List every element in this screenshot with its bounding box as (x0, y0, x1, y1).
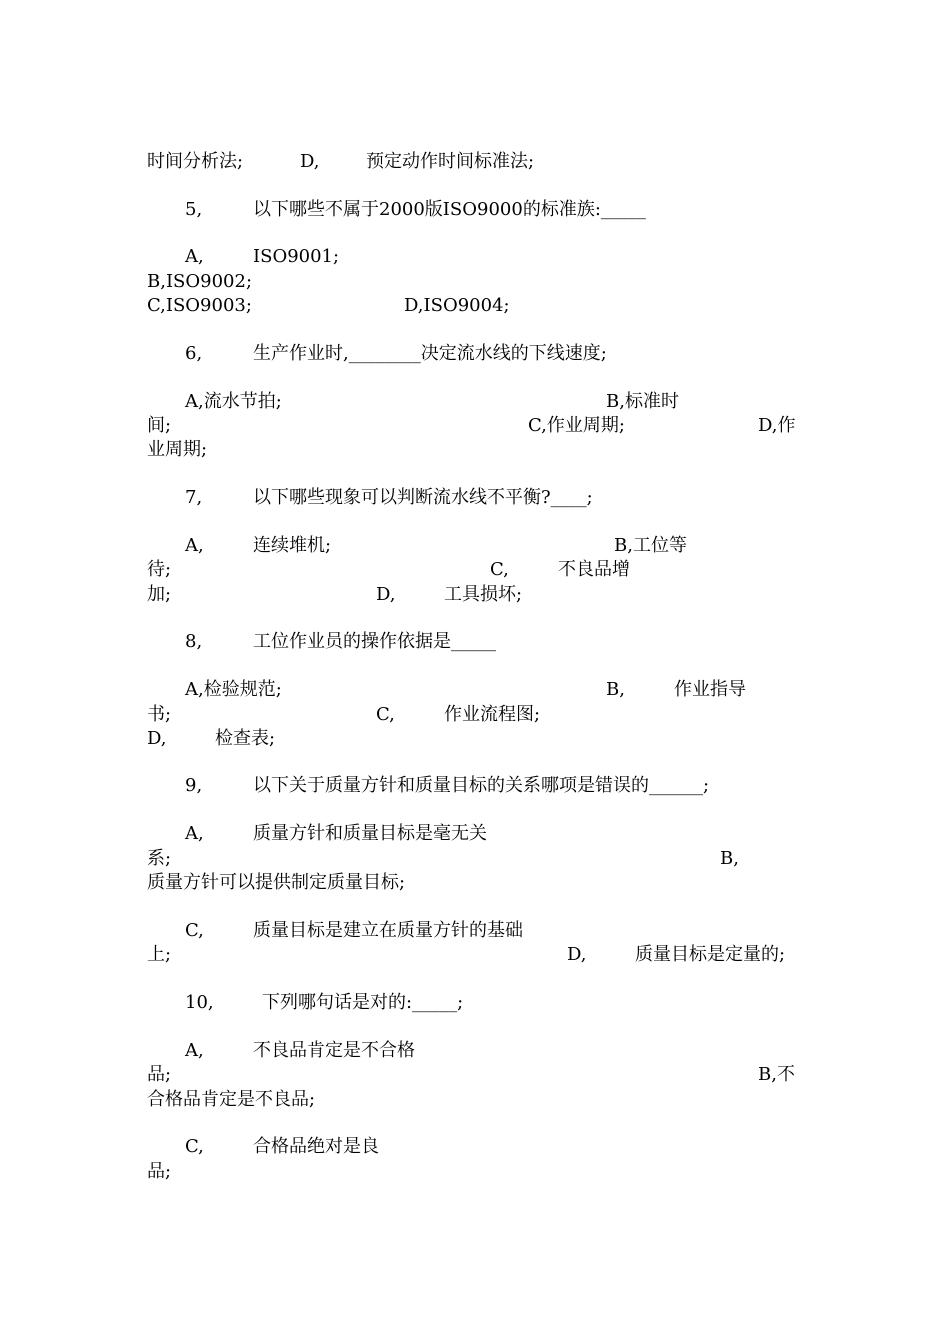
option-letter: A, (185, 1040, 204, 1061)
option-text: 书; (147, 704, 172, 725)
option-text: B,标准时 (606, 391, 679, 412)
option-text: 作业流程图; (444, 704, 541, 725)
option-text: 上; (147, 944, 172, 965)
question-number: 5, (185, 199, 203, 220)
option-text: 不良品增 (558, 559, 630, 580)
option-letter: B, (606, 679, 625, 700)
option-text: 不良品肯定是不合格 (253, 1040, 415, 1061)
option-letter: C, (376, 704, 395, 725)
option-text: 系; (147, 848, 172, 869)
question-number: 8, (185, 631, 203, 652)
option-text: 业周期; (147, 439, 208, 460)
option-letter: C, (185, 920, 204, 941)
option-text: 检查表; (215, 728, 276, 749)
option-text: 质量方针和质量目标是毫无关 (253, 823, 487, 844)
option-letter: A, (185, 246, 204, 267)
option-letter: A, (185, 823, 204, 844)
option-letter: B, (720, 848, 739, 869)
option-letter: C, (185, 1136, 204, 1157)
option-text: 加; (147, 584, 172, 605)
option-text: 品; (147, 1161, 172, 1182)
text-line: 时间分析法; (147, 151, 244, 172)
option-letter: D, (567, 944, 587, 965)
option-text: 合格品肯定是不良品; (147, 1089, 316, 1110)
option-text: ISO9001; (253, 246, 340, 267)
question-number: 10, (185, 992, 214, 1013)
option-letter: A, (185, 535, 204, 556)
option-text: 质量目标是建立在质量方针的基础 (253, 920, 523, 941)
option-letter: D, (376, 584, 396, 605)
option-text: 质量方针可以提供制定质量目标; (147, 872, 406, 893)
option-text: D,ISO9004; (404, 295, 510, 316)
question-number: 7, (185, 487, 203, 508)
option-text: B,ISO9002; (147, 271, 253, 292)
option-text: 连续堆机; (253, 535, 332, 556)
question-text: 以下哪些现象可以判断流水线不平衡?____; (253, 487, 593, 508)
question-text: 下列哪句话是对的:_____; (262, 992, 464, 1013)
option-letter: C, (490, 559, 509, 580)
option-text: 间; (147, 415, 172, 436)
option-text: C,ISO9003; (147, 295, 252, 316)
question-text: 生产作业时,________决定流水线的下线速度; (253, 343, 607, 364)
question-text: 以下关于质量方针和质量目标的关系哪项是错误的______; (253, 775, 710, 796)
option-text: 质量目标是定量的; (635, 944, 786, 965)
option-text: C,作业周期; (528, 415, 625, 436)
option-text: 作业指导 (674, 679, 746, 700)
question-number: 6, (185, 343, 203, 364)
option-text: 合格品绝对是良 (253, 1136, 379, 1157)
option-text: A,检验规范; (185, 679, 282, 700)
question-text: 以下哪些不属于2000版ISO9000的标准族:_____ (253, 199, 646, 220)
option-text: B,不 (758, 1064, 795, 1085)
option-text: A,流水节拍; (185, 391, 282, 412)
option-text: 品; (147, 1064, 172, 1085)
option-text: B,工位等 (614, 535, 687, 556)
question-number: 9, (185, 775, 203, 796)
option-letter: D, (147, 728, 167, 749)
text-line: 预定动作时间标准法; (366, 151, 535, 172)
option-text: 待; (147, 559, 172, 580)
option-letter: D, (300, 151, 320, 172)
option-text: 工具损坏; (444, 584, 523, 605)
question-text: 工位作业员的操作依据是_____ (253, 631, 496, 652)
option-text: D,作 (758, 415, 796, 436)
